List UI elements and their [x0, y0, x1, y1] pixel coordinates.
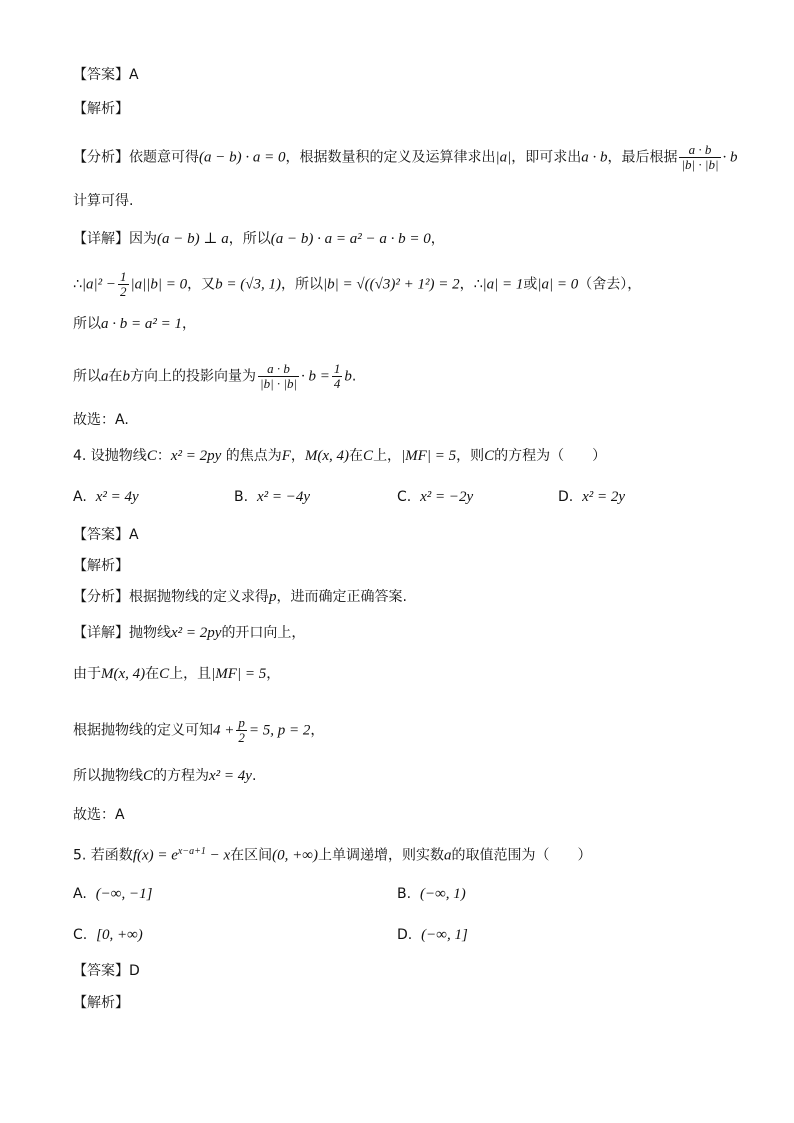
- fraction: [258, 362, 299, 391]
- question-4-option-a: [73, 488, 139, 506]
- math-run: C: [159, 666, 170, 682]
- fraction-numerator: 1: [120, 269, 127, 284]
- math-run: |MF| = 5: [401, 448, 457, 464]
- answer-text: 【答案】D: [73, 963, 140, 979]
- fraction: [679, 143, 720, 172]
- option-text: [0, +∞): [96, 927, 143, 943]
- text-run: 4. 设抛物线: [73, 448, 147, 464]
- math-run: M(x, 4): [101, 666, 146, 682]
- question-5-option-d: [397, 926, 468, 944]
- math-run: C: [484, 448, 495, 464]
- math-run: |a|² −: [81, 276, 117, 293]
- analysis-line-4: [73, 588, 407, 606]
- text-run: 上，: [373, 448, 402, 464]
- text-run: 根据抛物线的定义可知: [73, 722, 213, 739]
- option-text: x² = 2y: [582, 489, 626, 505]
- fraction: [332, 362, 343, 391]
- option-label: D.: [397, 927, 413, 943]
- math-run: M(x, 4): [304, 448, 350, 464]
- math-run: C: [143, 768, 154, 784]
- text-run: 的开口向上，: [221, 625, 306, 641]
- option-label: C.: [73, 927, 88, 943]
- text-run: 所以: [73, 368, 101, 385]
- text-run: 上单调递增，则实数: [317, 847, 444, 864]
- math-run: |a| = 1: [482, 276, 524, 293]
- answer-text: 【答案】A: [73, 67, 139, 83]
- detail-4-line-2: [73, 665, 280, 683]
- detail-4-line-4: [73, 767, 256, 785]
- math-run: (a − b) · a = a² − a · b = 0: [270, 231, 431, 247]
- question-5-option-c: [73, 926, 143, 944]
- text-run: 所以: [73, 316, 101, 332]
- text-run: ，: [290, 448, 305, 464]
- math-run: = 5, p = 2: [248, 722, 311, 739]
- text-run: 5. 若函数: [73, 847, 133, 864]
- fraction-denominator: |b| · |b|: [681, 157, 719, 172]
- math-run: b = (√3, 1): [215, 276, 282, 293]
- text-run: ：: [156, 448, 171, 464]
- text-run: ，又: [187, 276, 216, 293]
- text-run: 方向上的投影向量为: [130, 368, 256, 385]
- math-run: a: [101, 368, 109, 385]
- text-run: ，进而确定正确答案.: [276, 589, 407, 605]
- fraction-numerator: 1: [333, 361, 341, 376]
- math-run: (a − b) ⊥ a: [157, 231, 229, 247]
- fraction-numerator: p: [238, 715, 245, 730]
- math-run: a: [443, 847, 452, 864]
- text-run: 故选：A: [73, 807, 125, 823]
- option-text: (−∞, 1): [419, 886, 466, 902]
- question-4-stem: [73, 447, 606, 465]
- math-run: C: [146, 448, 157, 464]
- text-run: ，∴: [459, 276, 483, 293]
- math-run: (0, +∞): [272, 847, 318, 864]
- text-run: 的方程为（ ）: [494, 448, 607, 464]
- choice-line-3: [73, 411, 129, 429]
- math-run: b: [122, 368, 130, 385]
- text-run: .: [251, 768, 257, 784]
- text-run: ，所以: [228, 231, 271, 247]
- question-4-option-b: [234, 488, 310, 506]
- text-run: ，最后根据: [607, 149, 678, 166]
- text-run: 【分析】根据抛物线的定义求得: [73, 589, 269, 605]
- analysis-heading-text: 【解析】: [73, 995, 129, 1011]
- math-run: |b| = √((√3)² + 1²) = 2: [323, 276, 460, 293]
- fraction: [118, 270, 129, 299]
- text-run: ，根据数量积的定义及运算律求出: [285, 149, 496, 166]
- math-run: x² = 4y: [209, 768, 252, 784]
- text-run: 【详解】抛物线: [73, 625, 171, 641]
- option-text: x² = 4y: [95, 489, 139, 505]
- text-run: 在: [145, 666, 160, 682]
- math-run: − x: [205, 847, 231, 864]
- detail-line-1: [73, 230, 445, 248]
- text-run: ，所以: [281, 276, 324, 293]
- detail-4-line-1: [73, 624, 305, 642]
- option-label: D.: [558, 489, 574, 505]
- math-run: |MF| = 5: [211, 666, 267, 682]
- answer-text: 【答案】A: [73, 527, 139, 543]
- analysis-heading-4: [73, 557, 129, 575]
- text-run: ，: [430, 231, 445, 247]
- analysis-line-3-cont: [73, 192, 133, 210]
- math-run: |a|: [495, 149, 512, 166]
- fraction-denominator: |b| · |b|: [260, 376, 298, 391]
- option-text: x² = −4y: [256, 489, 311, 505]
- math-run: C: [363, 448, 374, 464]
- text-run: ，: [266, 666, 281, 682]
- text-run: 在: [349, 448, 364, 464]
- text-run: 计算可得.: [73, 193, 134, 209]
- math-run: p: [269, 589, 277, 605]
- math-run: · b =: [301, 368, 330, 385]
- math-run: x² = 2py: [171, 625, 222, 641]
- answer-line-3: [73, 66, 139, 84]
- detail-line-4: [73, 362, 356, 391]
- option-text: x² = −2y: [420, 489, 474, 505]
- math-run: |a| = 0: [537, 276, 579, 293]
- analysis-heading-5: [73, 994, 129, 1012]
- math-run: a · b = a² = 1: [101, 316, 182, 332]
- question-5-option-b: [397, 885, 466, 903]
- text-run: ，: [182, 316, 196, 332]
- fraction-denominator: 4: [333, 376, 341, 391]
- text-run: 所以抛物线: [73, 768, 143, 784]
- text-run: .: [351, 368, 357, 385]
- fraction: [236, 716, 247, 745]
- question-4-option-c: [397, 488, 473, 506]
- math-run: b: [344, 368, 352, 385]
- text-run: ，即可求出: [511, 149, 582, 166]
- question-4-option-d: [558, 488, 625, 506]
- fraction-denominator: 2: [238, 730, 245, 745]
- text-run: 的焦点为: [221, 448, 282, 464]
- text-run: 在: [108, 368, 123, 385]
- math-run: (a − b) · a = 0: [199, 149, 286, 166]
- answer-line-4: [73, 526, 139, 544]
- text-run: 的方程为: [153, 768, 210, 784]
- question-5-option-a: [73, 885, 152, 903]
- question-5-stem: [73, 843, 591, 865]
- analysis-heading-3: [73, 100, 129, 118]
- text-run: ，则: [456, 448, 485, 464]
- math-run: · b: [722, 149, 738, 166]
- text-run: 由于: [73, 666, 101, 682]
- option-text: (−∞, −1]: [95, 886, 153, 902]
- math-run: a · b: [581, 149, 608, 166]
- text-run: 【详解】因为: [73, 231, 157, 247]
- detail-line-3: [73, 315, 196, 333]
- option-text: (−∞, 1]: [421, 927, 468, 943]
- option-label: C.: [397, 489, 412, 505]
- option-label: B.: [234, 489, 249, 505]
- detail-line-2: [73, 270, 641, 299]
- text-run: ，: [310, 722, 325, 739]
- detail-4-line-3: [73, 716, 324, 745]
- text-run: 或: [523, 276, 538, 293]
- text-run: 在区间: [230, 847, 273, 864]
- answer-line-5: [73, 962, 140, 980]
- math-run: |a||b| = 0: [130, 276, 188, 293]
- option-label: A.: [73, 489, 87, 505]
- analysis-line-3: [73, 143, 738, 172]
- fraction-numerator: a · b: [679, 143, 720, 158]
- exponent: x−a+1: [177, 846, 206, 857]
- fraction-numerator: a · b: [258, 362, 299, 377]
- choice-line-4: [73, 806, 125, 824]
- analysis-heading-text: 【解析】: [73, 101, 129, 117]
- text-run: 【分析】依题意可得: [73, 149, 199, 166]
- analysis-heading-text: 【解析】: [73, 558, 129, 574]
- fraction-denominator: 2: [120, 284, 127, 299]
- text-run: ∴: [73, 276, 82, 293]
- math-run: 4 +: [213, 722, 235, 739]
- math-run: x² = 2py: [170, 448, 222, 464]
- option-label: A.: [73, 886, 87, 902]
- text-run: 的取值范围为（ ）: [451, 847, 592, 864]
- math-run: f(x) = e: [132, 847, 178, 864]
- option-label: B.: [397, 886, 412, 902]
- math-run: F: [281, 448, 291, 464]
- text-run: 上，且: [169, 666, 212, 682]
- text-run: 故选：A.: [73, 412, 129, 428]
- text-run: （舍去），: [578, 276, 642, 293]
